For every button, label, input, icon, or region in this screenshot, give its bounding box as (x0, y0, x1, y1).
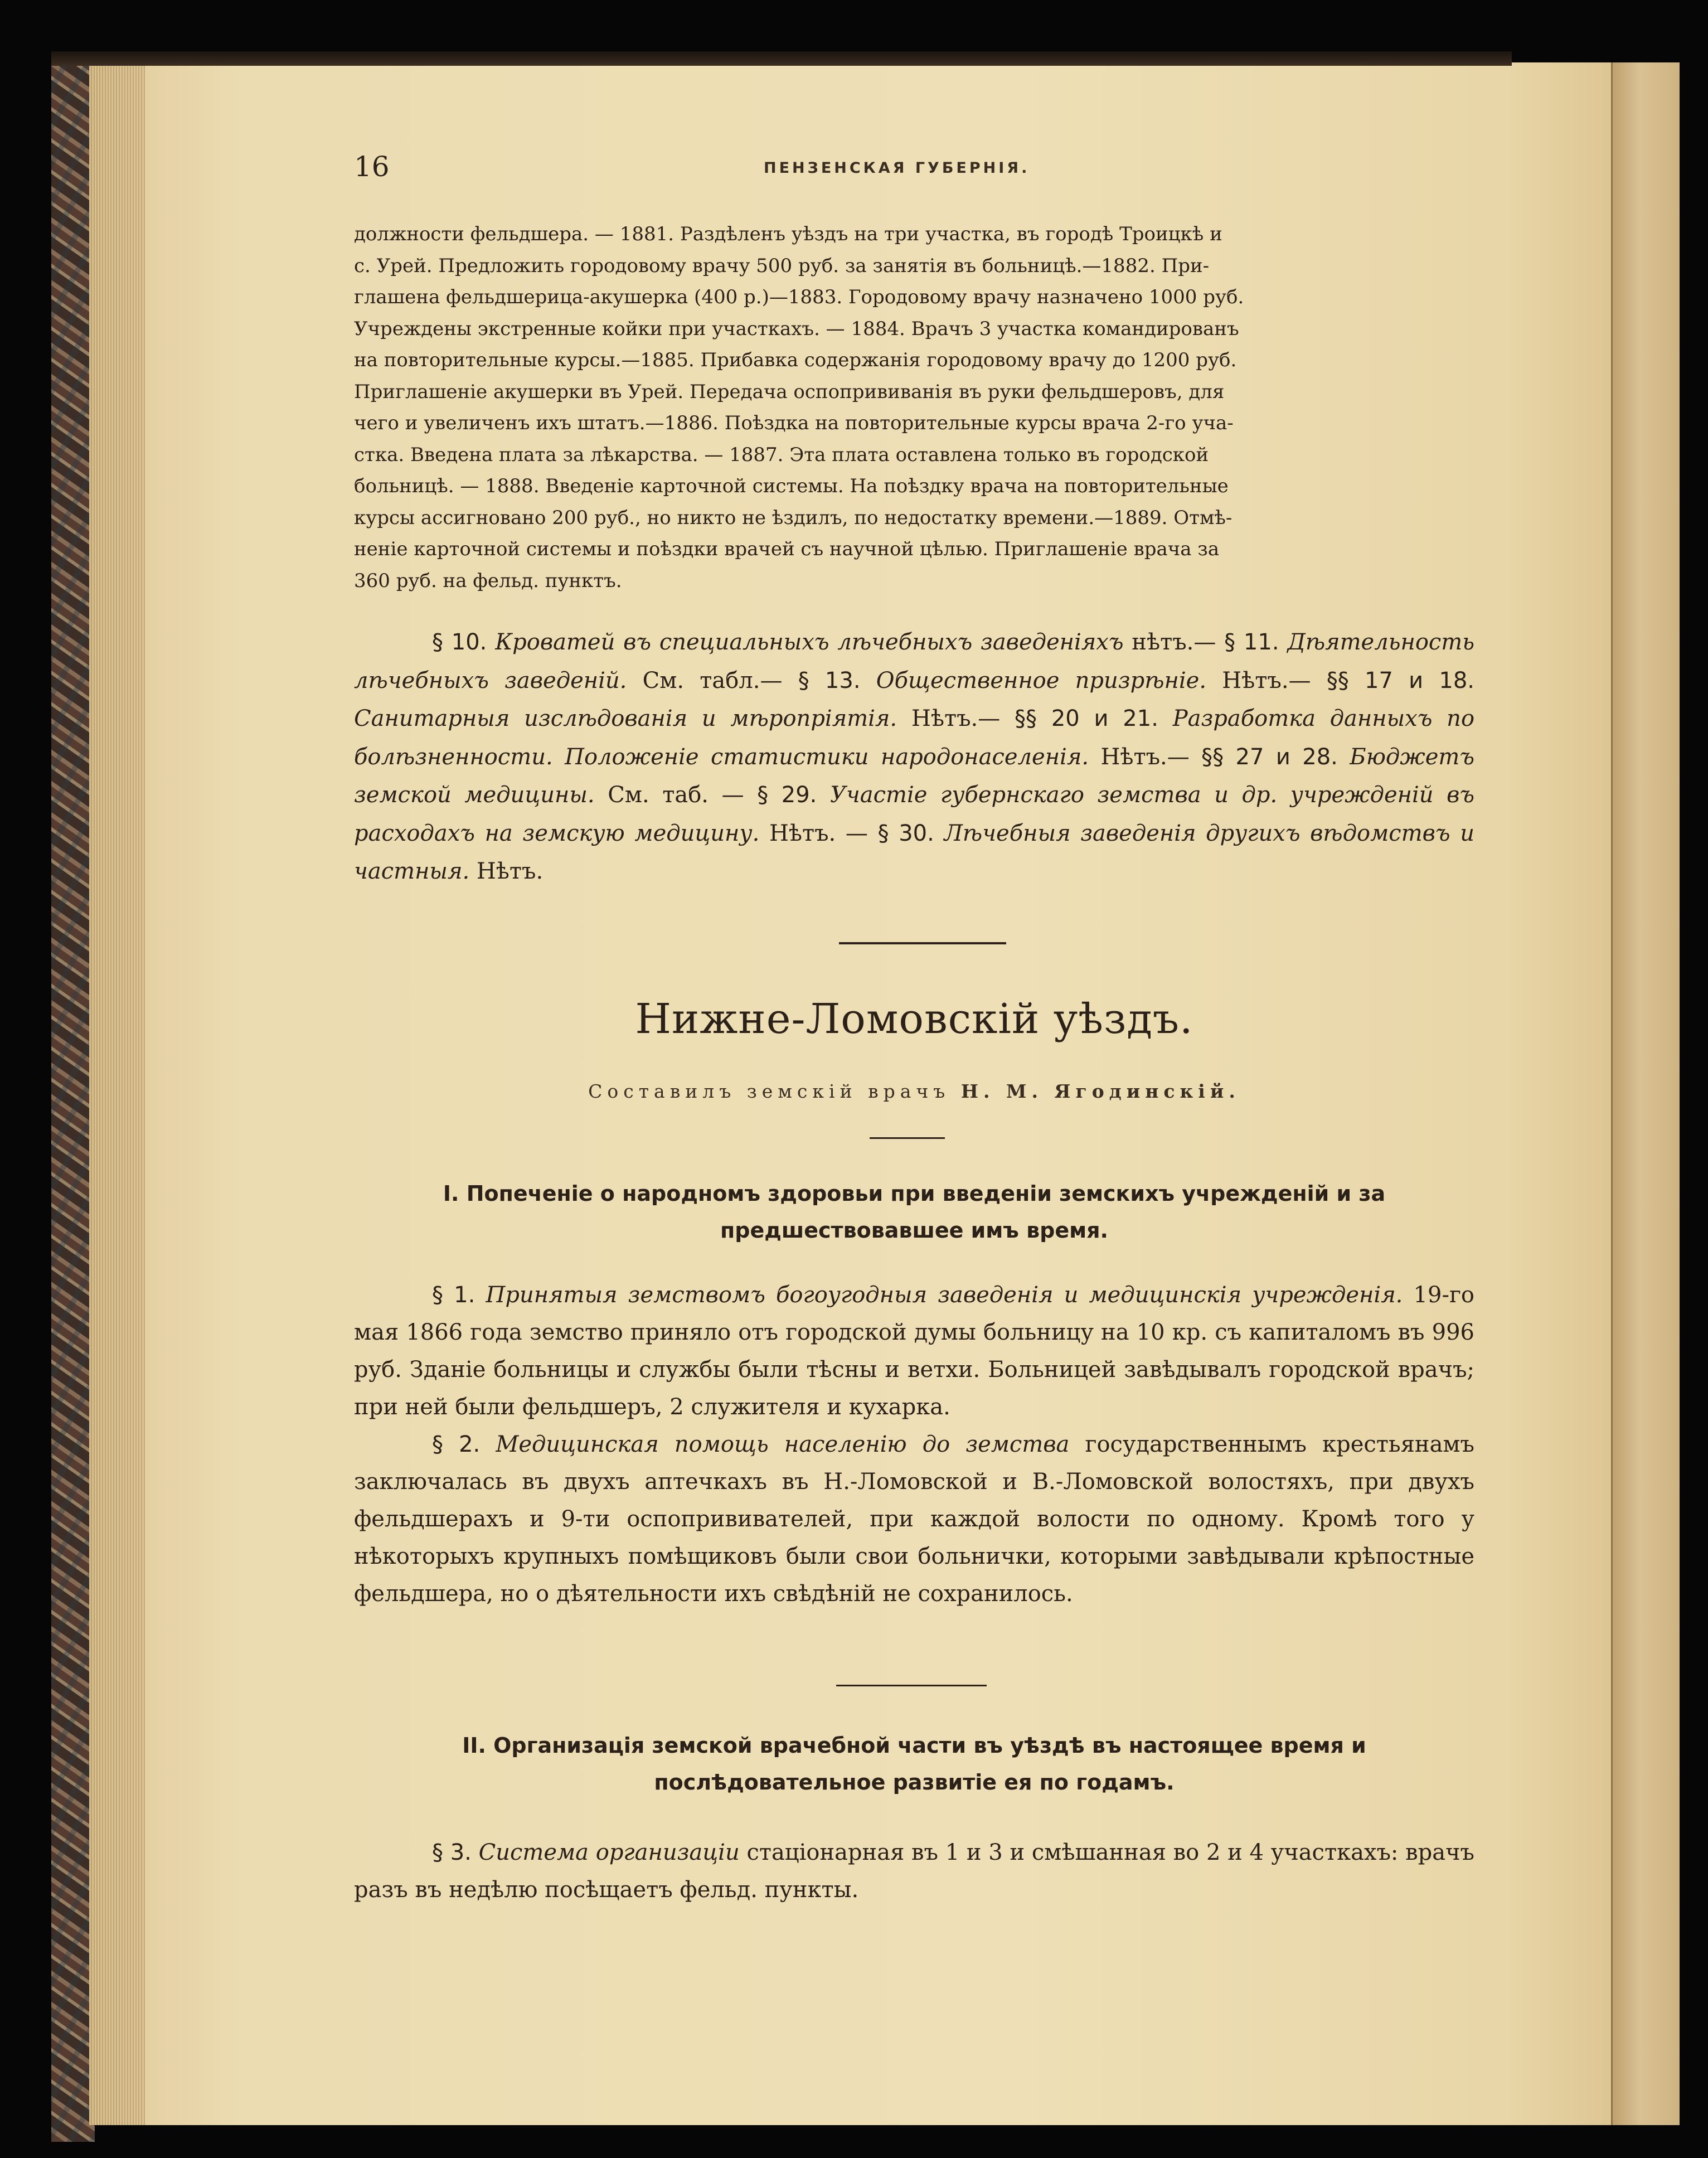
intro-line: 360 руб. на фельд. пунктъ. (354, 569, 622, 592)
section-text: См. табл.— (642, 667, 783, 694)
section-text: Нѣтъ.— (1100, 744, 1190, 770)
intro-line: Учреждены экстренные койки при участкахъ. — 1884. Врачъ 3 участка командированъ (354, 317, 1239, 340)
section-title: Система организаціи (478, 1840, 740, 1865)
section-divider-rule (836, 1685, 987, 1686)
sections-paragraph (354, 623, 1474, 891)
adjacent-page (1611, 62, 1680, 2125)
section-1-paragraph (354, 1277, 1474, 1426)
page-header (354, 151, 1708, 184)
section-text: нѣтъ.— (1132, 629, 1216, 655)
section-number: §§ 20 и 21. (1015, 706, 1158, 731)
section-divider-rule (839, 942, 1006, 944)
intro-line: на повторительные курсы.—1885. Прибавка содержанія городовому врачу до 1200 руб. (354, 349, 1237, 371)
author-name: Н. М. Ягодинскій. (960, 1080, 1240, 1102)
part1-body (354, 1277, 1474, 1613)
section-title: Лѣчебныя заведенія другихъ вѣдомствъ и частныя. (354, 820, 1474, 884)
part2-heading-line: послѣдовательное развитіе ея по годамъ. (654, 1770, 1175, 1795)
section-number: § 10. (432, 629, 487, 655)
part1-heading-line: I. Попеченіе о народномъ здоровьи при введеніи земскихъ учрежденій и за (443, 1181, 1386, 1206)
section-text: 19-го мая 1866 года земство приняло отъ городской думы больницу на 10 кр. съ капиталомъ въ 996 руб. Зданіе больницы и службы были тѣсны и ветхи. Больницей завѣдывалъ городской врачъ; при ней были фельдшеръ, 2 служителя и кухарка. (354, 1282, 1474, 1420)
section-text: государственнымъ крестьянамъ заключалась въ двухъ аптечкахъ въ Н.-Ломовской и В.-Ломовской волостяхъ, при двухъ фельдшерахъ и 9-ти оспопрививателей, при каждой волости по одному. Кромѣ того у нѣкоторыхъ крупныхъ помѣщиковъ были свои больнички, которыми завѣдывали крѣпостные фельдшера, но о дѣятельности ихъ свѣдѣній не сохранилось. (354, 1432, 1474, 1607)
intro-line: глашена фельдшерица-акушерка (400 р.)—1883. Городовому врачу назначено 1000 руб. (354, 286, 1244, 308)
section-text: стаціонарная въ 1 и 3 и смѣшанная во 2 и 4 участкахъ: врачъ разъ въ недѣлю посѣщаетъ фельд. пункты. (354, 1840, 1474, 1903)
section-number: § 11. (1224, 629, 1279, 655)
section-number: § 1. (432, 1282, 475, 1308)
intro-line: должности фельдшера. — 1881. Раздѣленъ уѣздъ на три участка, въ городѣ Троицкѣ и (354, 223, 1222, 245)
title-underline-rule (870, 1137, 945, 1139)
part1-heading (354, 1175, 1474, 1249)
book-spine-marbled-edge (51, 51, 95, 2142)
part1-heading-line: предшествовавшее имъ время. (720, 1218, 1108, 1243)
section-number: §§ 17 и 18. (1326, 667, 1475, 694)
section-title: Медицинская помощь населенію до земства (496, 1432, 1070, 1457)
section-text: См. таб. — (608, 782, 744, 808)
intro-line: больницѣ. — 1888. Введеніе карточной системы. На поѣздку врача на повторительные (354, 475, 1229, 497)
intro-paragraph (354, 219, 1474, 597)
author-line (354, 1080, 1474, 1102)
section-title: Общественное призрѣніе. (876, 667, 1207, 694)
intro-line: Приглашеніе акушерки въ Урей. Передача оспопрививанія въ руки фельдшеровъ, для (354, 380, 1225, 403)
section-text: Нѣтъ.— (1222, 667, 1311, 694)
binding-band (51, 51, 1512, 66)
page-number: 16 (354, 151, 390, 183)
section-title: Принятыя земствомъ богоугодныя заведенія и медицинскія учрежденія. (486, 1282, 1403, 1308)
section-2-paragraph (354, 1426, 1474, 1613)
section-3-paragraph (354, 1834, 1474, 1909)
section-title: Разработка данныхъ по болѣзненности. Положеніе статистики народонаселенія. (354, 706, 1475, 770)
intro-line: с. Урей. Предложить городовому врачу 500 руб. за занятія въ больницѣ.—1882. При- (354, 254, 1210, 277)
section-number: § 30. (877, 820, 934, 846)
section-title: Санитарныя изслѣдованія и мѣропріятія. (354, 706, 897, 731)
section-title: Бюджетъ земской медицины. (354, 744, 1474, 808)
intro-line: чего и увеличенъ ихъ штатъ.—1886. Поѣздка на повторительные курсы врача 2-го уча- (354, 412, 1234, 434)
section-title: Дѣятельность лѣчебныхъ заведеній. (354, 629, 1475, 694)
page-edge-stack (89, 62, 145, 2125)
section-number: § 29. (757, 782, 817, 808)
section-number: § 13. (798, 667, 861, 694)
intro-line: курсы ассигновано 200 руб., но никто не ѣздилъ, по недостатку времени.—1889. Отмѣ- (354, 506, 1233, 529)
running-head: ПЕНЗЕНСКАЯ ГУБЕРНІЯ. (764, 159, 1030, 177)
part2-heading (354, 1727, 1474, 1801)
section-text: Нѣтъ. (476, 859, 544, 884)
author-prefix: Составилъ земскій врачъ (588, 1080, 950, 1102)
section-title: Участіе губернскаго земства и др. учрежденій въ расходахъ на земскую медицину. (354, 782, 1475, 846)
intro-line: стка. Введена плата за лѣкарства. — 1887. Эта плата оставлена только въ городской (354, 443, 1209, 466)
section-text: Нѣтъ.— (911, 706, 1001, 731)
section-title: Кроватей въ специальныхъ лѣчебныхъ заведеніяхъ (495, 629, 1124, 655)
section-number: §§ 27 и 28. (1201, 744, 1338, 770)
part2-body (354, 1834, 1474, 1909)
section-text: Нѣтъ. — (769, 820, 868, 846)
section-number: § 2. (432, 1432, 481, 1457)
district-title: Нижне-Ломовскій уѣздъ. (635, 995, 1193, 1043)
intro-line: неніе карточной системы и поѣздки врачей съ научной цѣлью. Приглашеніе врача за (354, 538, 1220, 560)
part2-heading-line: II. Организація земской врачебной части въ уѣздѣ въ настоящее время и (462, 1733, 1366, 1758)
section-number: § 3. (432, 1840, 472, 1865)
